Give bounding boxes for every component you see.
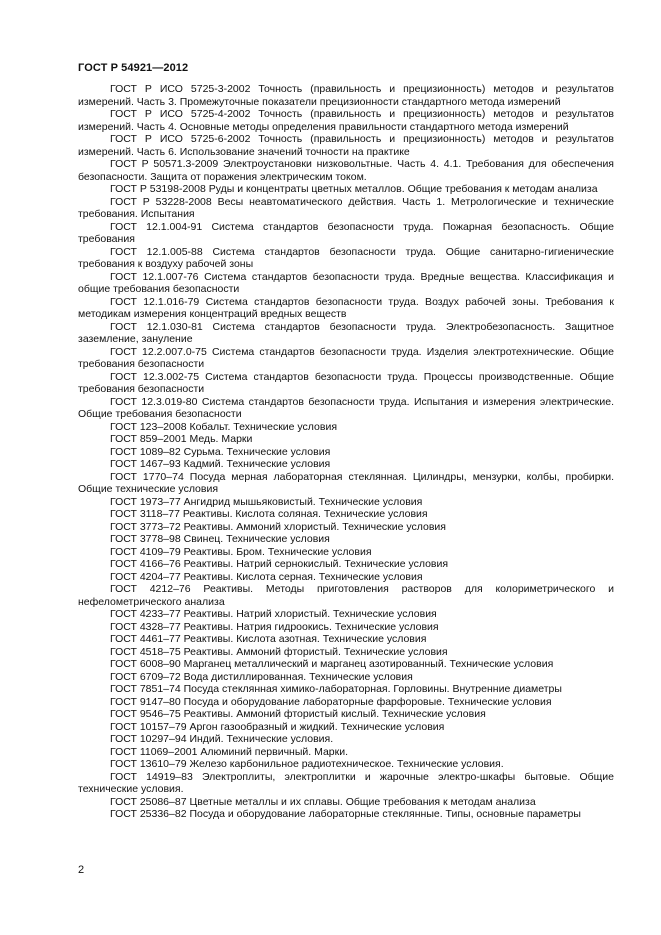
- reference-entry: ГОСТ 1089–82 Сурьма. Технические условия: [110, 445, 331, 458]
- reference-entry: ГОСТ 4204–77 Реактивы. Кислота серная. Технические условия: [110, 570, 423, 583]
- reference-entry: ГОСТ 11069–2001 Алюминий первичный. Марки.: [110, 745, 349, 758]
- reference-entry: ГОСТ 12.1.016-79 Система стандартов безопасности труда. Воздух рабочей зоны. Требования к методикам измерения концентраций вредных веществ: [78, 295, 614, 320]
- reference-entry: ГОСТ 13610–79 Железо карбонильное радиотехническое. Технические условия.: [110, 758, 504, 770]
- reference-entry: ГОСТ 3773–72 Реактивы. Аммоний хлористый. Технические условия: [110, 520, 446, 533]
- reference-entry: ГОСТ 12.1.004-91 Система стандартов безопасности труда. Пожарная безопасность. Общие требования: [78, 220, 614, 245]
- references-list: [78, 83, 614, 821]
- reference-entry: ГОСТ 3118–77 Реактивы. Кислота соляная. Технические условия: [110, 508, 428, 520]
- reference-entry: ГОСТ 10297–94 Индий. Технические условия.: [110, 733, 334, 745]
- reference-entry: ГОСТ 4109–79 Реактивы. Бром. Технические условия: [110, 545, 372, 558]
- reference-entry: ГОСТ 14919–83 Электроплиты, электроплитки и жарочные электро-шкафы бытовые. Общие технические условия.: [78, 770, 614, 795]
- reference-entry: ГОСТ 1770–74 Посуда мерная лабораторная стеклянная. Цилиндры, мензурки, колбы, пробирки. Общие технические условия: [78, 470, 614, 495]
- document-header: ГОСТ Р 54921—2012: [78, 62, 189, 74]
- reference-entry: ГОСТ Р 53228-2008 Весы неавтоматического действия. Часть 1. Метрологические и технические требования. Испытания: [78, 195, 614, 220]
- reference-entry: ГОСТ 859–2001 Медь. Марки: [110, 433, 253, 445]
- reference-entry: ГОСТ 9546–75 Реактивы. Аммоний фтористый кислый. Технические условия: [110, 708, 486, 720]
- reference-entry: ГОСТ 12.1.030-81 Система стандартов безопасности труда. Электробезопасность. Защитное заземление, зануление: [78, 320, 614, 345]
- reference-entry: ГОСТ 4328–77 Реактивы. Натрия гидроокись. Технические условия: [110, 620, 439, 633]
- reference-entry: ГОСТ 10157–79 Аргон газообразный и жидкий. Технические условия: [110, 720, 445, 733]
- reference-entry: ГОСТ Р 53198-2008 Руды и концентраты цветных металлов. Общие требования к методам анализа: [110, 183, 598, 195]
- reference-entry: ГОСТ 4212–76 Реактивы. Методы приготовления растворов для колориметрического и нефелометрического анализа: [78, 583, 614, 608]
- reference-entry: ГОСТ 12.3.019-80 Система стандартов безопасности труда. Испытания и измерения электрические. Общие требования безопасности: [78, 395, 614, 420]
- reference-entry: ГОСТ 7851–74 Посуда стеклянная химико-лабораторная. Горловины. Внутренние диаметры: [110, 683, 562, 695]
- reference-entry: ГОСТ 12.1.005-88 Система стандартов безопасности труда. Общие санитарно-гигиенические требования к воздуху рабочей зоны: [78, 245, 614, 270]
- reference-entry: ГОСТ 25086–87 Цветные металлы и их сплавы. Общие требования к методам анализа: [110, 795, 536, 808]
- reference-entry: ГОСТ 1467–93 Кадмий. Технические условия: [110, 458, 331, 470]
- reference-entry: ГОСТ 12.3.002-75 Система стандартов безопасности труда. Процессы производственные. Общие требования безопасности: [78, 370, 614, 395]
- reference-entry: ГОСТ Р ИСО 5725-4-2002 Точность (правильность и прецизионность) методов и результатов измерений. Часть 4. Основные методы определения правильности стандартного метода измерений: [78, 108, 614, 133]
- reference-entry: ГОСТ 123–2008 Кобальт. Технические условия: [110, 420, 338, 433]
- reference-entry: ГОСТ 6008–90 Марганец металлический и марганец азотированный. Технические условия: [110, 658, 554, 670]
- page-number: 2: [78, 864, 85, 876]
- reference-entry: ГОСТ Р ИСО 5725-6-2002 Точность (правильность и прецизионность) методов и результатов измерений. Часть 6. Использование значений точности на практике: [78, 133, 614, 158]
- reference-entry: ГОСТ 25336–82 Посуда и оборудование лабораторные стеклянные. Типы, основные параметры: [110, 808, 581, 820]
- reference-entry: ГОСТ 4166–76 Реактивы. Натрий сернокислый. Технические условия: [110, 558, 449, 570]
- reference-entry: ГОСТ 4461–77 Реактивы. Кислота азотная. Технические условия: [110, 633, 427, 645]
- reference-entry: ГОСТ Р 50571.3-2009 Электроустановки низковольтные. Часть 4. 4.1. Требования для обеспечения безопасности. Защита от поражения электрическим током.: [78, 158, 614, 183]
- reference-entry: ГОСТ 1973–77 Ангидрид мышьяковистый. Технические условия: [110, 495, 423, 508]
- reference-entry: ГОСТ Р ИСО 5725-3-2002 Точность (правильность и прецизионность) методов и результатов измерений. Часть 3. Промежуточные показатели прецизионности стандартного метода измерений: [78, 83, 614, 108]
- reference-entry: ГОСТ 9147–80 Посуда и оборудование лабораторные фарфоровые. Технические условия: [110, 695, 552, 708]
- reference-entry: ГОСТ 3778–98 Свинец. Технические условия: [110, 533, 330, 545]
- reference-entry: ГОСТ 12.2.007.0-75 Система стандартов безопасности труда. Изделия электротехнические. Общие требования безопасности: [78, 345, 614, 370]
- reference-entry: ГОСТ 4233–77 Реактивы. Натрий хлористый. Технические условия: [110, 608, 437, 620]
- reference-entry: ГОСТ 6709–72 Вода дистиллированная. Технические условия: [110, 670, 413, 683]
- reference-entry: ГОСТ 12.1.007-76 Система стандартов безопасности труда. Вредные вещества. Классификация и общие требования безопасности: [78, 270, 614, 295]
- reference-entry: ГОСТ 4518–75 Реактивы. Аммоний фтористый. Технические условия: [110, 645, 448, 658]
